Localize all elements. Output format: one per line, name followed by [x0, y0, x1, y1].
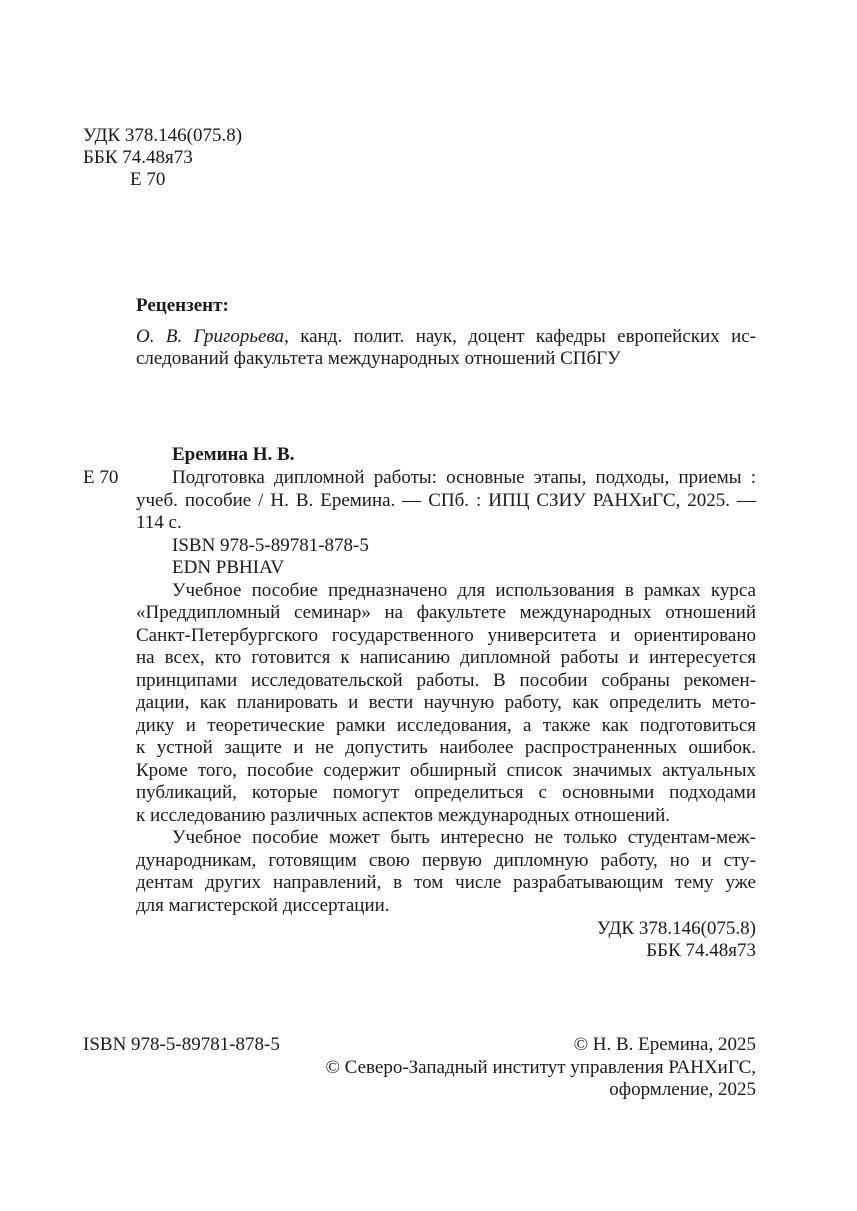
abstract-line: принципами исследовательской работы. В пособии собраны рекомен- [136, 670, 756, 691]
record-udk-code: УДК 378.146(075.8) [596, 918, 756, 939]
reviewer-name: О. В. Григорьева [136, 326, 285, 347]
abstract-line: дентам других направлений, в том числе разрабатывающим тему уже [136, 872, 756, 893]
copyright-publisher-design: оформление, 2025 [609, 1079, 756, 1100]
abstract-line: Учебное пособие может быть интересно не только студентам-меж- [172, 827, 756, 848]
reviewer-line-2: следований факультета международных отношений СПбГУ [136, 348, 621, 369]
abstract-line: на всех, кто готовится к написанию дипломной работы и интересуется [136, 647, 756, 668]
copyright-publisher: © Северо-Западный институт управления РАНХиГС, [325, 1057, 756, 1078]
abstract-line: Учебное пособие предназначено для использования в рамках курса [172, 580, 756, 601]
udk-code: УДК 378.146(075.8) [83, 125, 243, 146]
record-author: Еремина Н. В. [172, 444, 295, 465]
record-title-line: 114 с. [136, 512, 182, 533]
record-title-line: учеб. пособие / Н. В. Еремина. — СПб. : ИПЦ СЗИУ РАНХиГС, 2025. — [136, 490, 756, 511]
reviewer-credentials: , канд. полит. наук, доцент кафедры европейских ис- [284, 326, 756, 347]
abstract-line: Кроме того, пособие содержит обширный список значимых актуальных [136, 760, 756, 781]
imprint-isbn: ISBN 978-5-89781-878-5 [83, 1034, 280, 1055]
abstract-line: дации, как планировать и вести научную работу, как определить мето- [136, 692, 756, 713]
abstract-line: дику и теоретические рамки исследования, а также как подготовиться [136, 715, 756, 736]
abstract-line: дународникам, готовящим свою первую дипломную работу, но и сту- [136, 850, 756, 871]
abstract-line: публикаций, которые помогут определиться с основными подходами [136, 782, 756, 803]
record-author-mark: Е 70 [83, 467, 119, 488]
abstract-line: к устной защите и не допустить наиболее распространенных ошибок. [136, 737, 756, 758]
abstract-line: «Преддипломный семинар» на факультете международных отношений [136, 602, 756, 623]
abstract-line: для магистерской диссертации. [136, 895, 390, 916]
copyright-author: © Н. В. Еремина, 2025 [573, 1034, 756, 1055]
reviewer-heading: Рецензент: [136, 295, 229, 316]
record-isbn: ISBN 978-5-89781-878-5 [172, 535, 369, 556]
abstract-line: Санкт-Петербургского государственного университета и ориентировано [136, 625, 756, 646]
record-edn: EDN PBHIAV [172, 557, 285, 578]
record-bbk-code: ББК 74.48я73 [646, 940, 756, 961]
bbk-code: ББК 74.48я73 [83, 147, 193, 168]
abstract-line: к исследованию различных аспектов международных отношений. [136, 805, 671, 826]
record-title-line: Подготовка дипломной работы: основные этапы, подходы, приемы : [172, 467, 756, 488]
author-mark: Е 70 [130, 169, 166, 190]
reviewer-line-1 [136, 326, 756, 349]
